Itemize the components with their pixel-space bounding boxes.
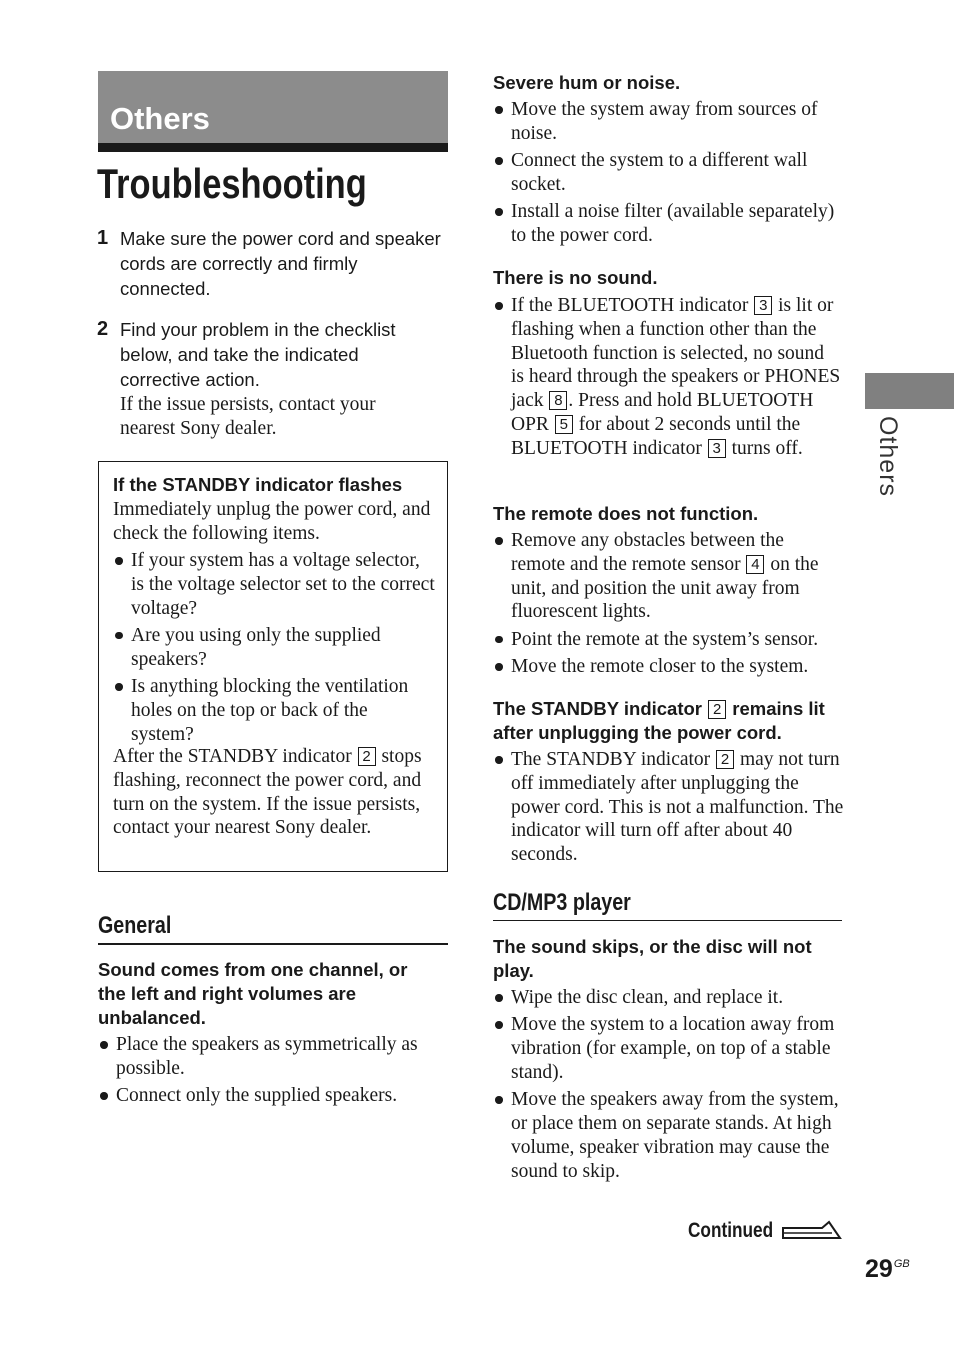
section-banner bbox=[98, 71, 448, 143]
step-1-number: 1 bbox=[97, 227, 109, 249]
standby-flash-intro: Immediately unplug the power cord, and check the following items. bbox=[113, 499, 431, 544]
general-heading: General bbox=[98, 912, 172, 939]
standby-flash-list bbox=[113, 549, 435, 750]
list-item: If your system has a voltage selector, is the voltage selector set to the correct voltage? bbox=[113, 549, 435, 620]
list-item: Install a noise filter (available separately) to the power cord. bbox=[493, 200, 841, 248]
page-title: Troubleshooting bbox=[97, 160, 367, 207]
remote-list bbox=[493, 529, 841, 683]
callout-number: 4 bbox=[746, 555, 764, 574]
step-2-note: If the issue persists, contact your nearest Sony dealer. bbox=[120, 394, 376, 439]
general-problem: Sound comes from one channel, or the left and right volumes are unbalanced. bbox=[98, 959, 408, 1028]
continued-label: Continued bbox=[688, 1219, 774, 1242]
step-2-text: Find your problem in the checklist below, and take the indicated corrective action. bbox=[120, 319, 396, 390]
standby-flash-after: After the STANDBY indicator 2 stops flashing, reconnect the power cord, and turn on the system. If the issue persists, contact your nearest Sony dealer. bbox=[113, 746, 422, 839]
list-item: Move the remote closer to the system. bbox=[493, 655, 841, 679]
standby-lit-list bbox=[493, 748, 845, 871]
list-item: Connect the system to a different wall socket. bbox=[493, 149, 841, 197]
list-item: Move the system away from sources of noise. bbox=[493, 98, 841, 146]
list-item: Wipe the disc clean, and replace it. bbox=[493, 986, 841, 1010]
list-item: Move the system to a location away from vibration (for example, on top of a stable stand). bbox=[493, 1013, 841, 1084]
step-2-number: 2 bbox=[97, 318, 109, 340]
standby-flash-box bbox=[98, 461, 448, 872]
list-item: Move the speakers away from the system, or place them on separate stands. At high volume, speaker vibration may cause the sound to skip. bbox=[493, 1088, 841, 1183]
list-item: Place the speakers as symmetrically as possible. bbox=[98, 1033, 443, 1081]
standby-flash-title: If the STANDBY indicator flashes bbox=[113, 474, 403, 495]
callout-number: 3 bbox=[754, 296, 772, 315]
remote-heading: The remote does not function. bbox=[493, 503, 759, 524]
hum-heading: Severe hum or noise. bbox=[493, 72, 681, 93]
general-list bbox=[98, 1033, 443, 1112]
section-banner-rule bbox=[98, 143, 448, 152]
section-title: Others bbox=[110, 101, 210, 136]
list-item: Is anything blocking the ventilation holes on the top or back of the system? bbox=[113, 675, 435, 746]
side-tab-label: Others bbox=[874, 416, 902, 498]
list-item: If the BLUETOOTH indicator 3 is lit or flashing when a function other than the Bluetooth function is selected, no sound is heard through the speakers or PHONES jack 8 . Press and hold BLUETOOTH OPR 5 for about 2 seconds until the BLUETOOTH indicator 3 turns off. bbox=[493, 294, 841, 461]
callout-number: 2 bbox=[708, 700, 726, 719]
callout-number: 3 bbox=[708, 439, 726, 458]
general-rule bbox=[98, 943, 448, 945]
side-tab bbox=[865, 373, 954, 409]
no-sound-heading: There is no sound. bbox=[493, 267, 658, 288]
no-sound-list bbox=[493, 294, 841, 464]
list-item: The STANDBY indicator 2 may not turn off immediately after unplugging the power cord. This is not a malfunction. The indicator will turn off after about 40 seconds. bbox=[493, 748, 845, 867]
callout-number: 5 bbox=[555, 415, 573, 434]
page-number: $29^{GB}$ bbox=[865, 1255, 910, 1283]
step-1-text: Make sure the power cord and speaker cords are correctly and firmly connected. bbox=[120, 228, 441, 299]
list-item: Remove any obstacles between the remote and the remote sensor 4 on the unit, and position the unit away from fluorescent lights. bbox=[493, 529, 841, 624]
cd-list bbox=[493, 986, 841, 1187]
list-item: Are you using only the supplied speakers? bbox=[113, 624, 435, 672]
cd-rule bbox=[493, 920, 842, 921]
callout-number: 2 bbox=[358, 747, 376, 766]
cd-heading: CD/MP3 player bbox=[493, 889, 631, 916]
callout-number: 8 bbox=[549, 391, 567, 410]
standby-lit-heading: The STANDBY indicator 2 remains lit after unplugging the power cord. bbox=[493, 698, 825, 743]
callout-number: 2 bbox=[716, 750, 734, 769]
list-item: Point the remote at the system’s sensor. bbox=[493, 628, 841, 652]
list-item: Connect only the supplied speakers. bbox=[98, 1084, 443, 1108]
cd-problem: The sound skips, or the disc will not play. bbox=[493, 936, 812, 981]
hum-list bbox=[493, 98, 841, 252]
continued-arrow-icon bbox=[782, 1219, 842, 1241]
